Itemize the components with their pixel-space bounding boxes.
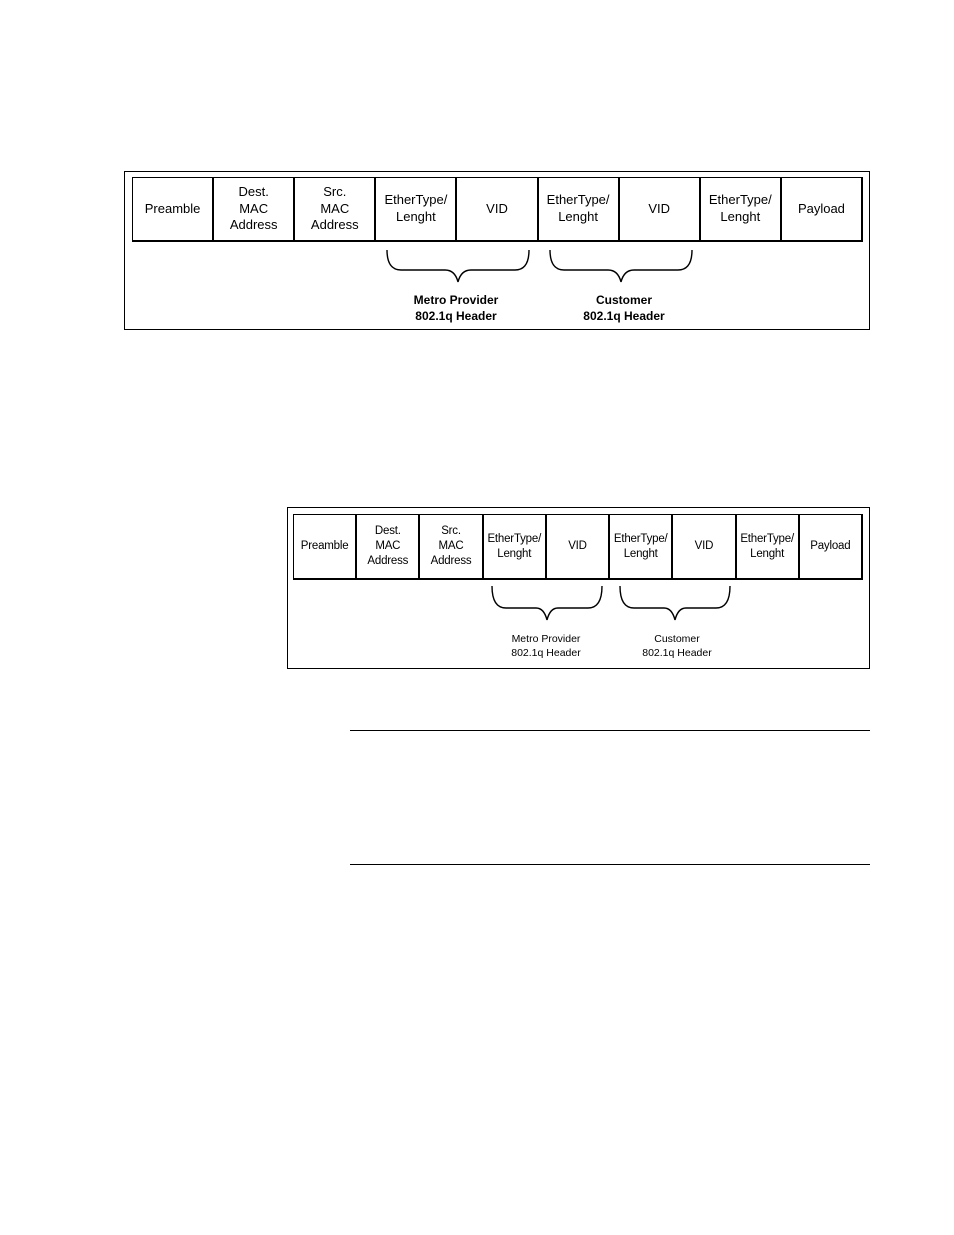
field-customer-vid: VID [673, 515, 736, 578]
field-src-mac: Src. MAC Address [295, 178, 376, 240]
note-top-rule [350, 730, 870, 731]
frame-diagram-large [124, 171, 870, 330]
frame-fields-row [293, 514, 863, 580]
field-customer-ethertype: EtherType/ Lenght [610, 515, 673, 578]
customer-header-label: Customer 802.1q Header [642, 633, 712, 660]
customer-header-label: Customer 802.1q Header [583, 293, 665, 324]
provider-header-brace [490, 584, 604, 624]
provider-header-label: Metro Provider 802.1q Header [511, 633, 581, 660]
field-dest-mac: Dest. MAC Address [214, 178, 295, 240]
field-provider-ethertype: EtherType/ Lenght [484, 515, 547, 578]
field-provider-vid: VID [457, 178, 538, 240]
customer-header-brace [548, 248, 694, 288]
field-dest-mac: Dest. MAC Address [357, 515, 420, 578]
customer-header-brace [618, 584, 732, 624]
field-preamble: Preamble [133, 178, 214, 240]
field-provider-vid: VID [547, 515, 610, 578]
field-payload: Payload [810, 540, 851, 553]
field-src-mac: Src. MAC Address [420, 515, 483, 578]
field-payload: Payload [797, 200, 845, 216]
provider-header-brace [385, 248, 531, 288]
frame-fields-row [132, 177, 863, 242]
field-provider-ethertype: EtherType/ Lenght [376, 178, 457, 240]
field-customer-ethertype: EtherType/ Lenght [539, 178, 620, 240]
field-customer-vid: VID [620, 178, 701, 240]
provider-header-label: Metro Provider 802.1q Header [413, 293, 499, 324]
frame-diagram-small [287, 507, 870, 669]
field-ethertype: EtherType/ Lenght [701, 178, 782, 240]
field-ethertype: EtherType/ Lenght [737, 515, 800, 578]
field-preamble: Preamble [294, 515, 357, 578]
note-bottom-rule [350, 864, 870, 865]
